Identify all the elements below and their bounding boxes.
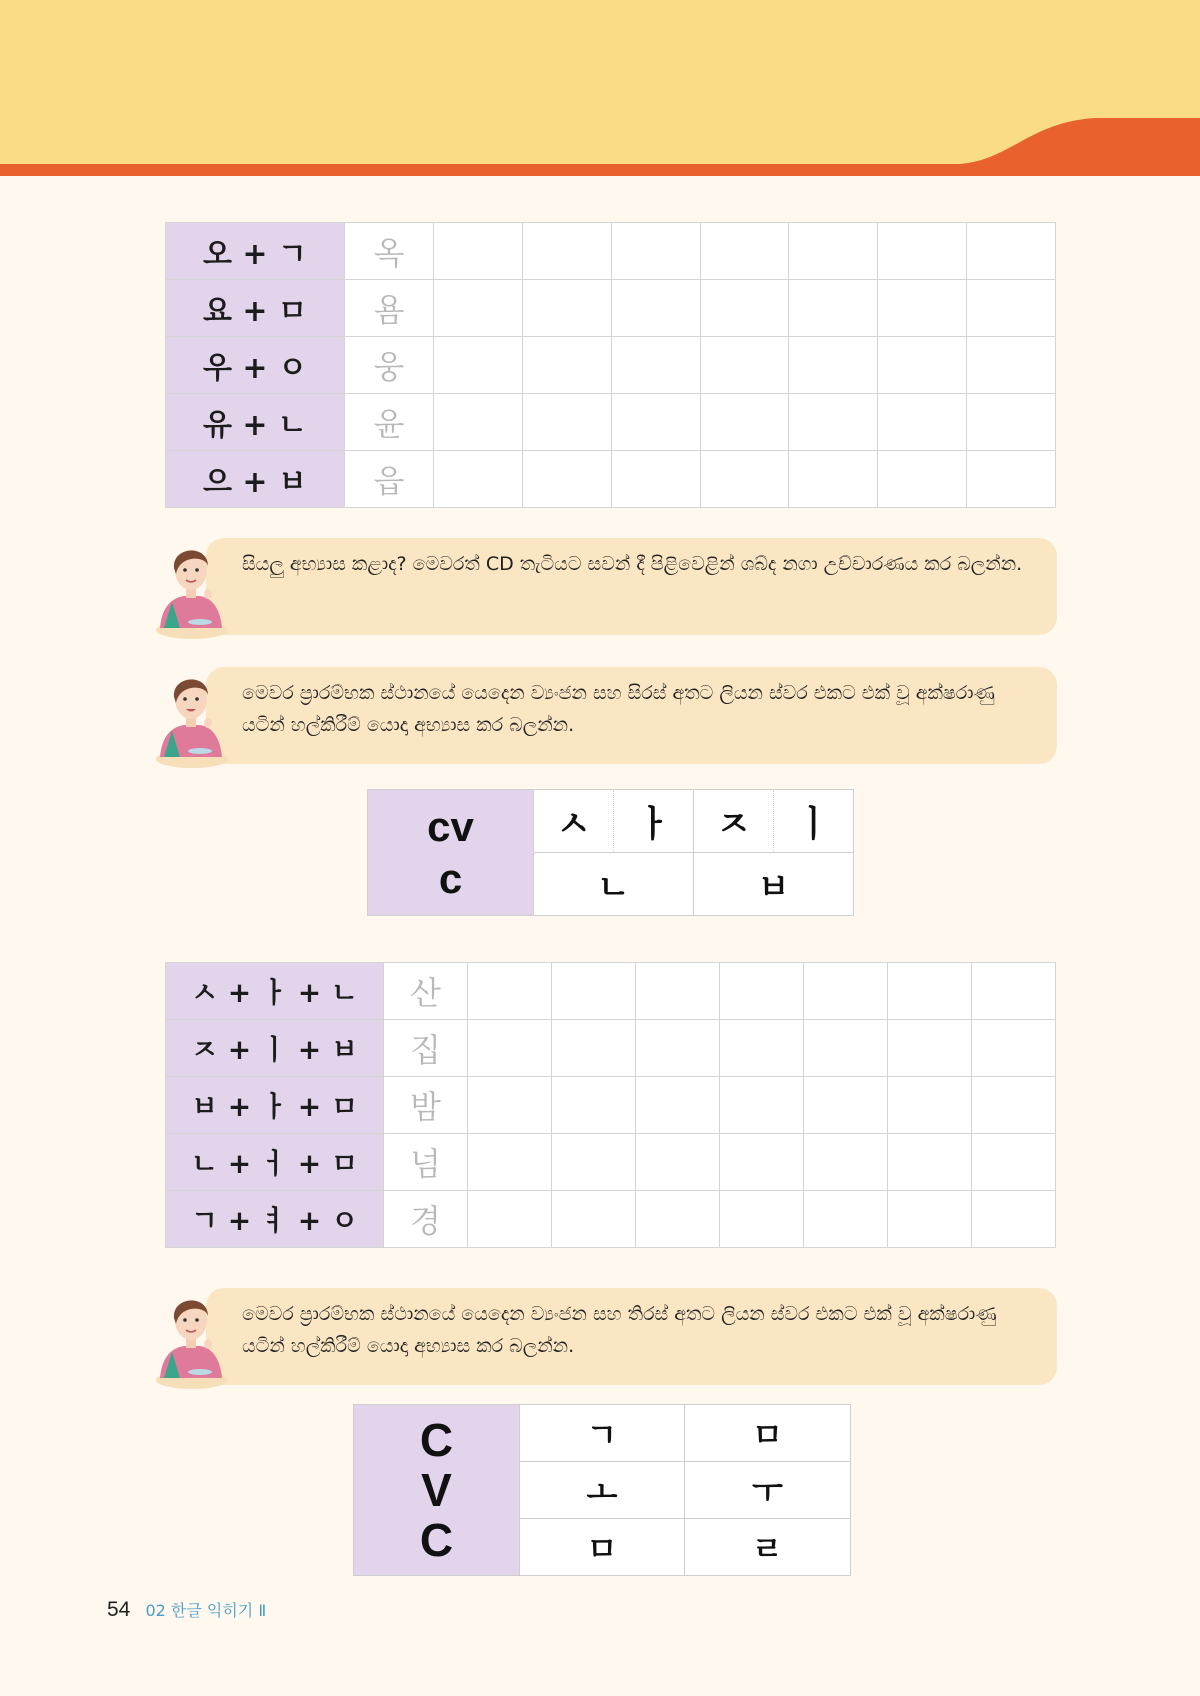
final-consonant: ㅂ (694, 853, 854, 916)
practice-cell[interactable] (700, 451, 789, 508)
practice-cell[interactable] (468, 1191, 552, 1248)
practice-cell[interactable] (972, 1020, 1056, 1077)
practice-cell[interactable] (434, 280, 523, 337)
practice-cell[interactable] (720, 1191, 804, 1248)
syllable-top-cell (534, 790, 694, 853)
trace-sample: 읍 (345, 451, 434, 508)
teacher-illustration-icon (150, 532, 230, 642)
vertical-vowel: ㅏ (613, 790, 693, 852)
practice-table-vowel-final (165, 222, 1056, 508)
practice-cell[interactable] (878, 451, 967, 508)
table-row (166, 1077, 1056, 1134)
practice-cell[interactable] (720, 1020, 804, 1077)
practice-cell[interactable] (804, 1077, 888, 1134)
practice-cell[interactable] (972, 1191, 1056, 1248)
instruction-bubble (150, 532, 1057, 635)
table-row (166, 963, 1056, 1020)
practice-cell[interactable] (700, 223, 789, 280)
final-consonant: ㄹ (685, 1519, 851, 1576)
chapter-title: 02 한글 익히기 Ⅱ (145, 1601, 267, 1620)
practice-cell[interactable] (789, 280, 878, 337)
practice-cell[interactable] (552, 1077, 636, 1134)
practice-cell[interactable] (468, 963, 552, 1020)
practice-cell[interactable] (611, 280, 700, 337)
structure-label-c: C (419, 1514, 454, 1566)
syllable-formula: ㅂ + ㅏ + ㅁ (166, 1077, 384, 1134)
trace-sample: 웅 (345, 337, 434, 394)
teacher-illustration-icon (150, 661, 230, 771)
table-row (166, 451, 1056, 508)
practice-cell[interactable] (720, 963, 804, 1020)
syllable-structure-cv-c (367, 789, 854, 916)
syllable-formula: ㄴ + ㅓ + ㅁ (166, 1134, 384, 1191)
practice-cell[interactable] (804, 1134, 888, 1191)
trace-sample: 넘 (384, 1134, 468, 1191)
practice-cell[interactable] (789, 451, 878, 508)
practice-cell[interactable] (789, 394, 878, 451)
practice-cell[interactable] (720, 1134, 804, 1191)
practice-cell[interactable] (552, 1020, 636, 1077)
vertical-vowel: ㅣ (773, 790, 853, 852)
structure-label (354, 1405, 520, 1576)
practice-cell[interactable] (972, 1134, 1056, 1191)
practice-cell[interactable] (804, 1020, 888, 1077)
initial-consonant: ㅅ (556, 803, 591, 845)
trace-sample: 경 (384, 1191, 468, 1248)
horizontal-vowel: ㅗ (520, 1462, 685, 1519)
practice-cell[interactable] (789, 223, 878, 280)
practice-cell[interactable] (804, 1191, 888, 1248)
page-footer (107, 1598, 266, 1622)
page-number: 54 (107, 1598, 131, 1621)
practice-cell[interactable] (468, 1020, 552, 1077)
practice-cell[interactable] (468, 1134, 552, 1191)
initial-consonant: ㄱ (520, 1405, 685, 1462)
practice-cell[interactable] (636, 1020, 720, 1077)
practice-cell[interactable] (552, 1191, 636, 1248)
practice-cell[interactable] (967, 280, 1056, 337)
syllable-structure-c-v-c (353, 1404, 851, 1576)
table-row (166, 280, 1056, 337)
structure-label-v: V (421, 1464, 452, 1516)
final-consonant: ㄴ (534, 853, 694, 916)
practice-cell[interactable] (888, 1077, 972, 1134)
practice-cell[interactable] (789, 337, 878, 394)
practice-cell[interactable] (522, 223, 611, 280)
syllable-formula: ㅈ + ㅣ + ㅂ (166, 1020, 384, 1077)
practice-cell[interactable] (888, 963, 972, 1020)
horizontal-vowel: ㅜ (685, 1462, 851, 1519)
practice-cell[interactable] (636, 1077, 720, 1134)
practice-cell[interactable] (434, 223, 523, 280)
practice-cell[interactable] (434, 451, 523, 508)
instruction-text: සියලු අභ්‍යාස කළාද? මෙවරත් CD තැටියට සවන් දී පිළිවෙළින් ශබ්ද නගා උච්චාරණය කර බලන්න. (242, 553, 1023, 575)
teacher-illustration-icon (150, 1282, 230, 1392)
practice-cell[interactable] (700, 337, 789, 394)
trace-sample: 윤 (345, 394, 434, 451)
practice-cell[interactable] (878, 280, 967, 337)
practice-cell[interactable] (967, 394, 1056, 451)
practice-cell[interactable] (611, 223, 700, 280)
table-row (166, 1191, 1056, 1248)
practice-cell[interactable] (552, 963, 636, 1020)
table-row (166, 223, 1056, 280)
trace-sample: 집 (384, 1020, 468, 1077)
structure-label-top: cv (427, 802, 474, 850)
practice-cell[interactable] (700, 280, 789, 337)
initial-consonant: ㅁ (685, 1405, 851, 1462)
practice-cell[interactable] (611, 394, 700, 451)
practice-cell[interactable] (878, 223, 967, 280)
practice-cell[interactable] (972, 963, 1056, 1020)
syllable-top-cell (694, 790, 854, 853)
structure-label-bottom: c (438, 854, 463, 902)
practice-cell[interactable] (434, 337, 523, 394)
structure-label (368, 790, 534, 916)
header-banner (0, 0, 1200, 176)
syllable-formula: ㄱ + ㅕ + ㅇ (166, 1191, 384, 1248)
practice-cell[interactable] (522, 451, 611, 508)
trace-sample: 욤 (345, 280, 434, 337)
practice-cell[interactable] (522, 394, 611, 451)
practice-cell[interactable] (611, 337, 700, 394)
syllable-formula: 우 + ㅇ (166, 337, 345, 394)
syllable-formula: 유 + ㄴ (166, 394, 345, 451)
trace-sample: 옥 (345, 223, 434, 280)
instruction-bubble (150, 1282, 1057, 1385)
trace-sample: 밤 (384, 1077, 468, 1134)
practice-cell[interactable] (720, 1077, 804, 1134)
practice-cell[interactable] (611, 451, 700, 508)
practice-cell[interactable] (972, 1077, 1056, 1134)
table-row (166, 1134, 1056, 1191)
practice-cell[interactable] (967, 223, 1056, 280)
practice-cell[interactable] (967, 337, 1056, 394)
table-row (166, 394, 1056, 451)
practice-cell[interactable] (636, 1134, 720, 1191)
initial-consonant: ㅈ (716, 803, 751, 845)
syllable-formula: 요 + ㅁ (166, 280, 345, 337)
practice-cell[interactable] (700, 394, 789, 451)
practice-cell[interactable] (804, 963, 888, 1020)
practice-cell[interactable] (468, 1077, 552, 1134)
practice-cell[interactable] (522, 280, 611, 337)
practice-cell[interactable] (888, 1191, 972, 1248)
practice-cell[interactable] (636, 1191, 720, 1248)
practice-cell[interactable] (552, 1134, 636, 1191)
instruction-bubble (150, 661, 1057, 764)
practice-cell[interactable] (888, 1020, 972, 1077)
practice-cell[interactable] (878, 394, 967, 451)
instruction-text: මෙවර ප්‍රාරම්භක ස්ථානයේ යෙදෙන ව්‍යංජන සහ සිරස් අතට ලියන ස්වර එකට එක් වූ අක්ෂරාණු යටින් හල්කිරීම් යොදා අභ්‍යාස කර බලන්න. (242, 682, 995, 736)
practice-cell[interactable] (967, 451, 1056, 508)
syllable-formula: 으 + ㅂ (166, 451, 345, 508)
syllable-formula: ㅅ + ㅏ + ㄴ (166, 963, 384, 1020)
practice-table-cvc (165, 962, 1056, 1248)
instruction-text: මෙවර ප්‍රාරම්භක ස්ථානයේ යෙදෙන ව්‍යංජන සහ තිරස් අතට ලියන ස්වර එකට එක් වූ අක්ෂරාණු යටින් හල්කිරීම් යොදා අභ්‍යාස කර බලන්න. (242, 1303, 997, 1357)
practice-cell[interactable] (888, 1134, 972, 1191)
trace-sample: 산 (384, 963, 468, 1020)
table-row (166, 337, 1056, 394)
final-consonant: ㅁ (520, 1519, 685, 1576)
structure-label-c: C (419, 1414, 454, 1466)
practice-cell[interactable] (434, 394, 523, 451)
practice-cell[interactable] (522, 337, 611, 394)
practice-cell[interactable] (878, 337, 967, 394)
syllable-formula: 오 + ㄱ (166, 223, 345, 280)
practice-cell[interactable] (636, 963, 720, 1020)
table-row (166, 1020, 1056, 1077)
